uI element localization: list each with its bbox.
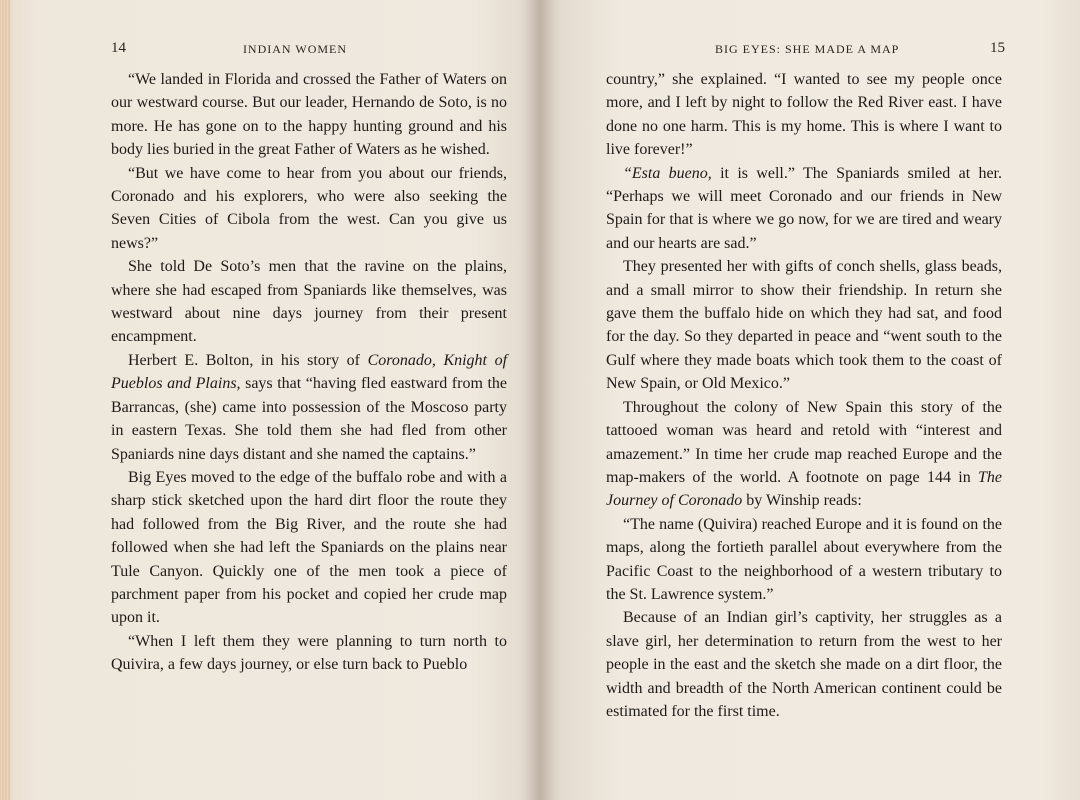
paragraph [606,162,1002,256]
page-edges [0,0,10,800]
text-run: Throughout the colony of New Spain this story of the tattooed woman was heard and retold with “interest and amazement.” In time her crude map reached Europe and the map-makers of the world. A footnote on page 144 in [606,398,1002,486]
paragraph [111,68,507,162]
text-run: by Winship reads: [742,492,862,510]
paragraph [606,513,1002,607]
paragraph [111,162,507,256]
paragraph [111,349,507,466]
paragraph [606,68,1002,162]
text-run: “When I left them they were planning to turn north to Quivira, a few days journey, or else turn back to Pueblo [111,632,507,674]
paragraph [606,396,1002,513]
right-page-number: 15 [990,40,1005,56]
text-run: Because of an Indian girl’s captivity, her struggles as a slave girl, her determination to return from the west to her people in the east and the sketch she made on a dirt floor, the width and breadth of the North American continent could be estimated for the first time. [606,609,1002,720]
paragraph [111,255,507,349]
paragraph [111,630,507,677]
gutter [520,0,560,800]
text-run: Herbert E. Bolton, in his story of [128,351,368,369]
right-running-head: BIG EYES: SHE MADE A MAP [715,42,900,56]
left-page-body [111,68,507,677]
italic-title: Coronado, Knight of Pueblos and Plains, [111,351,508,393]
text-run: country,” she explained. “I wanted to see my people once more, and I left by night to follow the Red River east. I have done no one harm. This is my home. This is where I want to live forever!” [606,71,1002,159]
text-run: says that “having fled eastward from the Barrancas, (she) came into possession of the Moscoso party in eastern Texas. She told them she had fled from other Spaniards nine days distant and she named the captains.” [111,375,508,463]
paragraph [606,255,1002,395]
text-run: “But we have come to hear from you about our friends, Coronado and his explorers, who were also seeking the Seven Cities of Cibola from the west. Can you give us news?” [111,164,507,252]
text-run: Big Eyes moved to the edge of the buffalo robe and with a sharp stick sketched upon the hard dirt floor the route they had followed from the Big River, and the route she had followed when she had left the Spaniards on the plains near Tule Canyon. Quickly one of the men took a piece of parchment paper from his pocket and copied her crude map upon it. [111,468,507,627]
text-run: They presented her with gifts of conch shells, glass beads, and a small mirror to show their friendship. In return she gave them the buffalo hide on which they had sat, and food for the day. So they departed in peace and “went south to the Gulf where they made boats which took them to the coast of New Spain, or Old Mexico.” [606,258,1002,393]
paragraph [111,466,507,630]
text-run: “The name (Quivira) reached Europe and it is found on the maps, along the fortieth parallel about everywhere from the Pacific Coast to the neighborhood of a western tributary to the St. Lawrence system.” [606,515,1002,603]
text-run: She told De Soto’s men that the ravine on the plains, where she had escaped from Spaniards like themselves, was westward about nine days journey from their present encampment. [111,258,507,346]
left-running-head: INDIAN WOMEN [242,42,348,56]
right-page-body [606,68,1002,723]
left-page [10,0,540,800]
right-page [540,0,1080,800]
text-run: “We landed in Florida and crossed the Father of Waters on our westward course. But our leader, Hernando de Soto, is no more. He has gone on to the happy hunting ground and his body lies buried in the great Father of Waters as he wished. [111,71,507,159]
italic-title: The Journey of Coronado [606,468,1002,510]
text-run: it is well.” The Spaniards smiled at her. “Perhaps we will meet Coronado and our friends in New Spain for that is where we go now, for we are tired and weary and our hearts are sad.” [606,164,1003,252]
paragraph [606,606,1002,723]
italic-title: “Esta bueno, [623,164,712,182]
left-page-number: 14 [111,40,126,56]
